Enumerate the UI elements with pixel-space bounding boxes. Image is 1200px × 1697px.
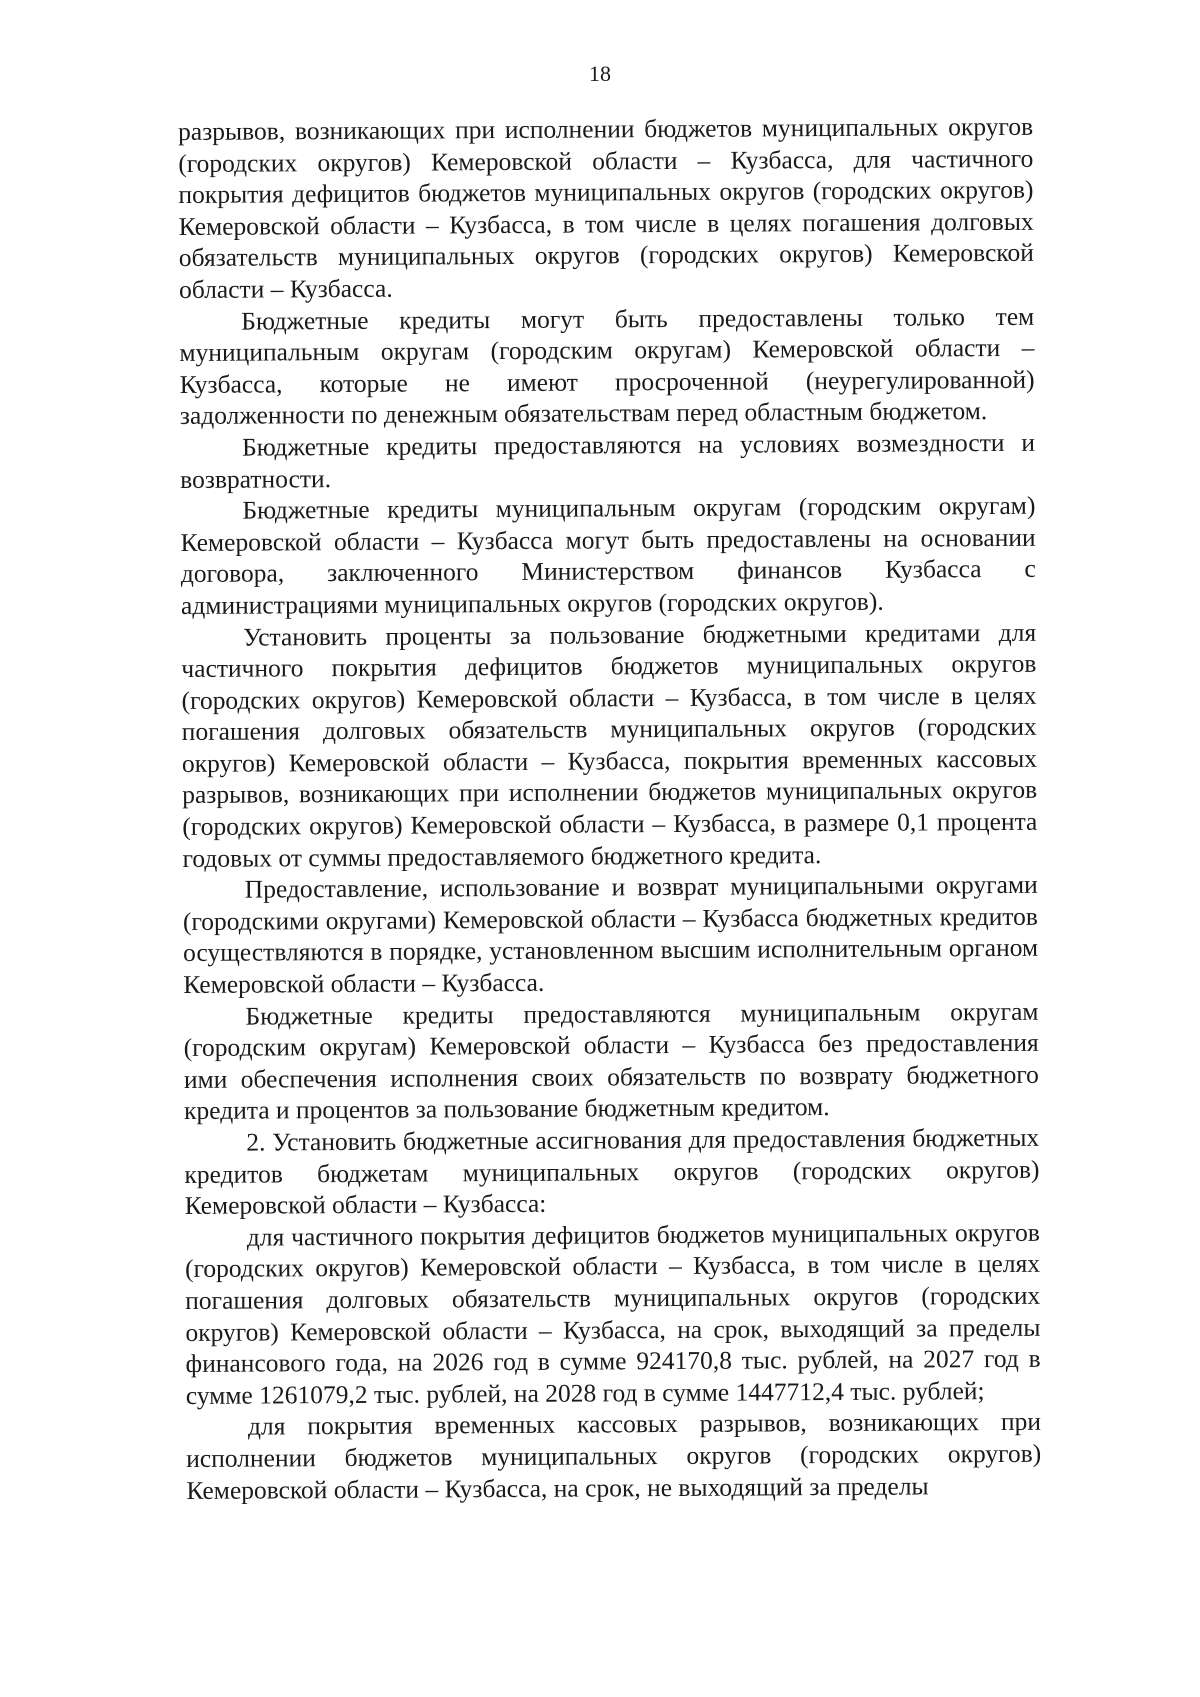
paragraph: Предоставление, использование и возврат муниципальными округами (городскими округами) Кемеровской области – Кузбасса бюджетных кредитов осуществляются в порядке, установленном высшим исполнительным органом Кемеровской области – Кузбасса. [182,870,1039,1000]
paragraph: для частичного покрытия дефицитов бюджетов муниципальных округов (городских округов) Кемеровской области – Кузбасса, в том числе в целях погашения долговых обязательств муниципальных округов (городских округов) Кемеровской области – Кузбасса, на срок, выходящий за пределы финансового года, на 2026 год в сумме 924170,8 тыс. рублей, на 2027 год в сумме 1261079,2 тыс. рублей, на 2028 год в сумме 1447712,4 тыс. рублей; [184,1217,1041,1410]
paragraph: разрывов, возникающих при исполнении бюджетов муниципальных округов (городских округов) Кемеровской области – Кузбасса, для частичного покрытия дефицитов бюджетов муниципальных округов (городских округов) Кемеровской области – Кузбасса, в том числе в целях погашения долговых обязательств муниципальных округов (городских округов) Кемеровской области – Кузбасса. [178,111,1034,304]
numbered-paragraph: 2. Установить бюджетные ассигнования для предоставления бюджетных кредитов бюджетам муниципальных округов (городских округов) Кемеровской области – Кузбасса: [184,1122,1040,1221]
paragraph: Бюджетные кредиты могут быть предоставлены только тем муниципальным округам (городским округам) Кемеровской области – Кузбасса, которые не имеют просроченной (неурегулированной) задолженности по денежным обязательствам перед областным бюджетом. [179,301,1035,431]
paragraph: Бюджетные кредиты муниципальным округам (городским округам) Кемеровской области – Кузбасса могут быть предоставлены на основании договора, заключенного Министерством финансов Кузбасса с администрациями муниципальных округов (городских округов). [180,490,1036,620]
page-number: 18 [589,61,611,86]
paragraph: Установить проценты за пользование бюджетными кредитами для частичного покрытия дефицитов бюджетов муниципальных округов (городских округов) Кемеровской области – Кузбасса, в том числе в целях погашения долговых обязательств муниципальных округов (городских округов) Кемеровской области – Кузбасса, покрытия временных кассовых разрывов, возникающих при исполнении бюджетов муниципальных округов (городских округов) Кемеровской области – Кузбасса, в размере 0,1 процента годовых от суммы предоставляемого бюджетного кредита. [181,617,1038,873]
document-body [178,111,1041,1506]
paragraph: для покрытия временных кассовых разрывов, возникающих при исполнении бюджетов муниципальных округов (городских округов) Кемеровской области – Кузбасса, на срок, не выходящий за пределы [186,1407,1042,1505]
paragraph: Бюджетные кредиты предоставляются муниципальным округам (городским округам) Кемеровской области – Кузбасса без предоставления ими обеспечения исполнения своих обязательств по возврату бюджетного кредита и процентов за пользование бюджетным кредитом. [183,996,1039,1126]
paragraph: Бюджетные кредиты предоставляются на условиях возмездности и возвратности. [180,427,1036,494]
